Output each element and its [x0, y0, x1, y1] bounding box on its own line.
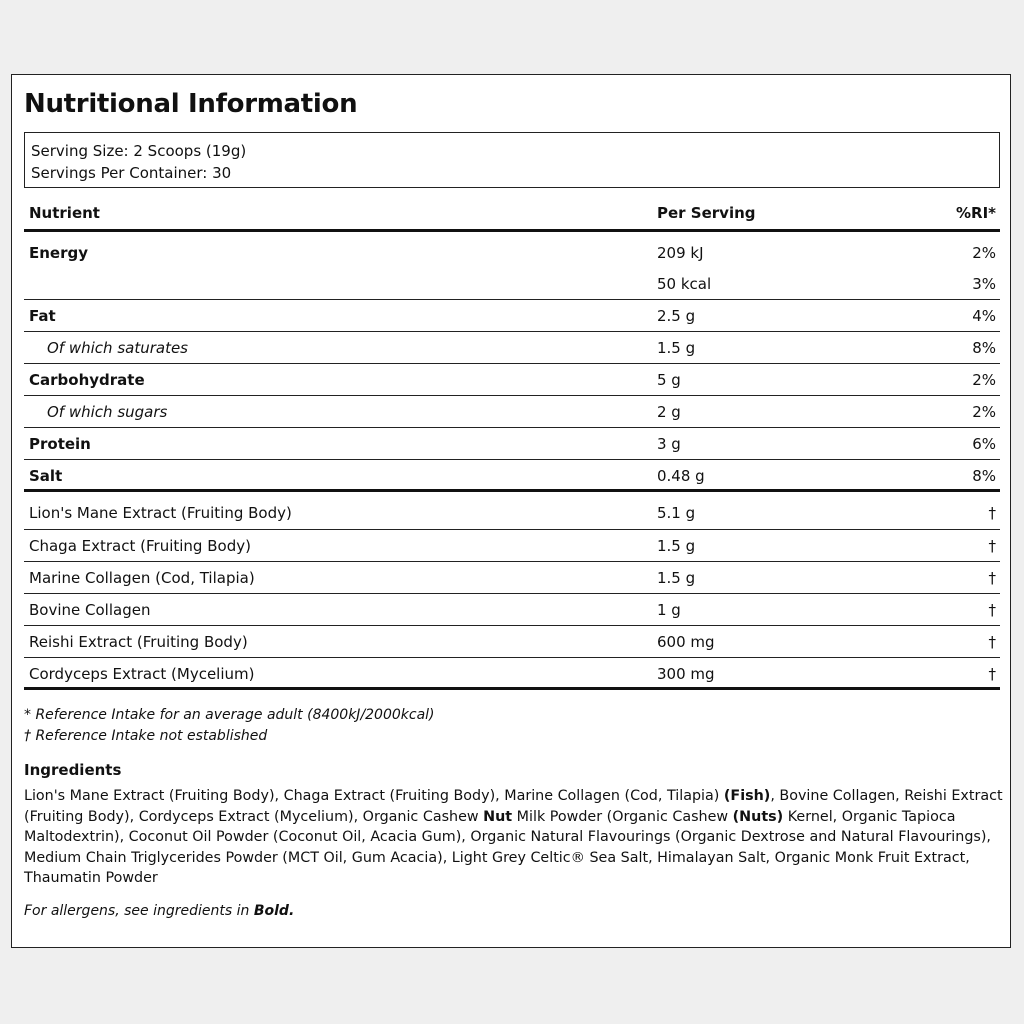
- table-header-row: [24, 199, 1000, 232]
- extract-ri: †: [988, 601, 996, 619]
- nutrient-name: Salt: [29, 467, 63, 485]
- nutrient-value: 3 g: [657, 435, 681, 453]
- nutrient-value: 0.48 g: [657, 467, 705, 485]
- extract-ri: †: [988, 569, 996, 587]
- footnotes: [24, 705, 435, 747]
- allergen-highlight: Nut: [483, 808, 513, 825]
- extract-name: Chaga Extract (Fruiting Body): [29, 537, 251, 555]
- nutrient-value: 1.5 g: [657, 339, 696, 357]
- energy-label: Energy: [29, 244, 89, 262]
- nutrition-table: [24, 199, 1000, 690]
- ingredients-heading: Ingredients: [24, 761, 122, 779]
- nutrient-ri: 4%: [972, 307, 996, 325]
- table-row: [24, 364, 1000, 396]
- nutrient-name: Carbohydrate: [29, 371, 145, 389]
- table-row-energy: [24, 232, 1000, 300]
- nutrient-ri: 8%: [972, 339, 996, 357]
- energy-kcal-ri: 3%: [972, 275, 996, 293]
- nutrient-ri: 2%: [972, 371, 996, 389]
- table-row: [24, 460, 1000, 492]
- nutrient-name: Of which sugars: [47, 403, 168, 421]
- energy-kj: 209 kJ: [657, 244, 704, 262]
- servings-per-container: Servings Per Container: 30: [31, 164, 232, 182]
- table-row: [24, 428, 1000, 460]
- ingredients-part: , Bovine Collagen, Reishi Extract (Fruiting Body), Cordyceps Extract (Mycelium), Organic Cashew: [24, 788, 1003, 825]
- extract-value: 5.1 g: [657, 504, 696, 522]
- extract-name: Cordyceps Extract (Mycelium): [29, 665, 255, 683]
- energy-kcal: 50 kcal: [657, 275, 712, 293]
- nutrient-name: Fat: [29, 307, 56, 325]
- nutrient-value: 2 g: [657, 403, 681, 421]
- header-nutrient: Nutrient: [29, 204, 100, 222]
- extract-ri: †: [988, 537, 996, 555]
- extract-name: Reishi Extract (Fruiting Body): [29, 633, 248, 651]
- table-row: [24, 300, 1000, 332]
- ingredients-part: Milk Powder (Organic Cashew: [512, 808, 733, 825]
- page-title: Nutritional Information: [24, 89, 358, 119]
- table-row: [24, 594, 1000, 626]
- header-per-serving: Per Serving: [657, 204, 756, 222]
- nutrient-name: Of which saturates: [47, 339, 188, 357]
- extract-ri: †: [988, 633, 996, 651]
- extract-ri: †: [988, 504, 996, 522]
- extract-value: 1.5 g: [657, 569, 696, 587]
- ingredients-text: [24, 786, 1004, 889]
- nutrient-ri: 8%: [972, 467, 996, 485]
- extract-value: 1.5 g: [657, 537, 696, 555]
- table-row: [24, 658, 1000, 690]
- table-row: [24, 530, 1000, 562]
- extract-name: Marine Collagen (Cod, Tilapia): [29, 569, 255, 587]
- ri-footnote: * Reference Intake for an average adult (8400kJ/2000kcal): [24, 707, 435, 723]
- table-row: [24, 626, 1000, 658]
- extract-value: 300 mg: [657, 665, 715, 683]
- header-ri: %RI*: [955, 204, 996, 222]
- extract-name: Lion's Mane Extract (Fruiting Body): [29, 504, 292, 522]
- ingredients-part: Kernel, Organic Tapioca Maltodextrin), Coconut Oil Powder (Coconut Oil, Acacia Gum), Organic Natural Flavourings (Organic Dextrose and Natural Flavourings), Medium Chain Triglycerides Powder (MCT Oil, Gum Acacia), Light Grey Celtic® Sea Salt, Himalayan Salt, Organic Monk Fruit Extract, Thaumatin Powder: [24, 808, 991, 886]
- nutrition-panel: [11, 74, 1011, 948]
- allergen-note-text: For allergens, see ingredients in: [24, 903, 254, 919]
- table-row: [24, 562, 1000, 594]
- energy-kj-ri: 2%: [972, 244, 996, 262]
- serving-size: Serving Size: 2 Scoops (19g): [31, 142, 247, 160]
- dagger-footnote: † Reference Intake not established: [24, 728, 268, 744]
- table-row: [24, 492, 1000, 530]
- nutrient-value: 5 g: [657, 371, 681, 389]
- table-row: [24, 396, 1000, 428]
- allergen-note-bold: Bold.: [253, 903, 295, 919]
- ingredients-part: Lion's Mane Extract (Fruiting Body), Chaga Extract (Fruiting Body), Marine Collagen (Cod, Tilapia): [24, 788, 724, 804]
- serving-info-box: [24, 132, 1000, 188]
- nutrient-ri: 6%: [972, 435, 996, 453]
- allergen-highlight: (Nuts): [732, 808, 784, 825]
- extract-value: 1 g: [657, 601, 681, 619]
- allergen-note: [24, 903, 294, 919]
- nutrient-name: Protein: [29, 435, 91, 453]
- allergen-highlight: (Fish): [723, 788, 771, 804]
- extract-ri: †: [988, 665, 996, 683]
- table-row: [24, 332, 1000, 364]
- nutrient-value: 2.5 g: [657, 307, 696, 325]
- extract-value: 600 mg: [657, 633, 715, 651]
- extract-name: Bovine Collagen: [29, 601, 151, 619]
- nutrient-ri: 2%: [972, 403, 996, 421]
